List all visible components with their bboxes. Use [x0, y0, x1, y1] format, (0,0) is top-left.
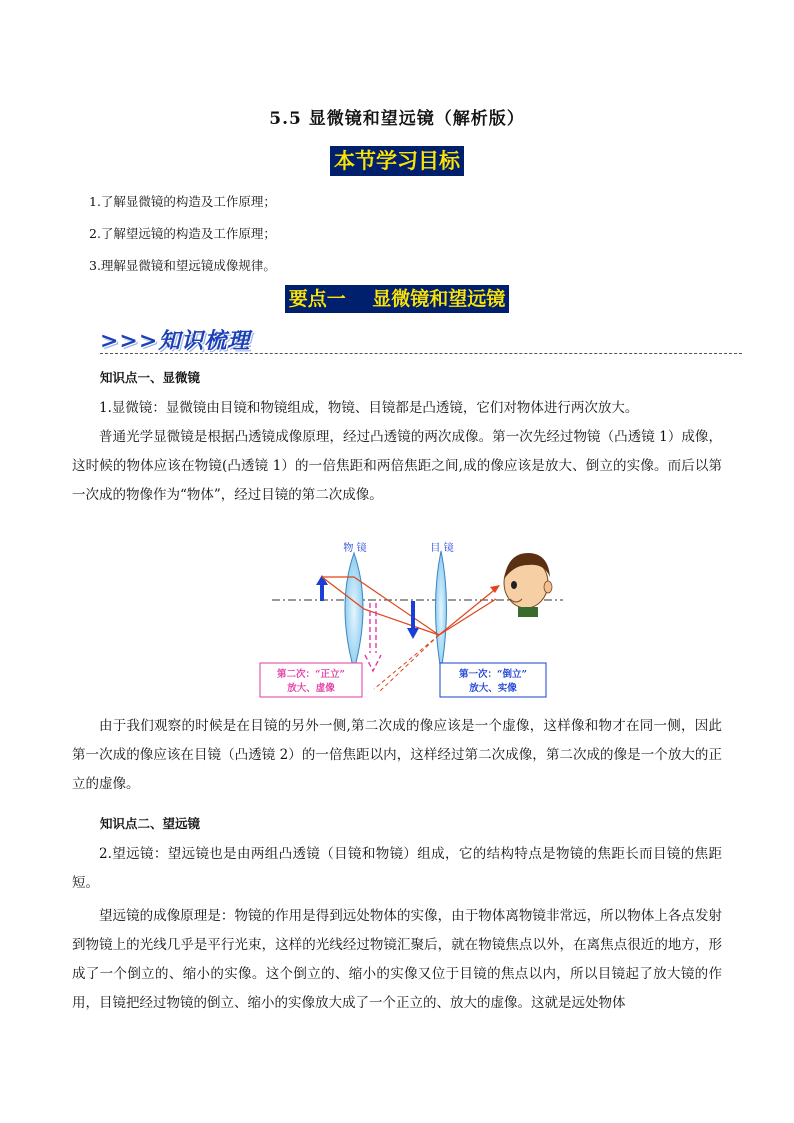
objective-item: 3.理解显微镜和望远镜成像规律。 [89, 258, 276, 273]
section1-paragraph-2: 普通光学显微镜是根据凸透镜成像原理，经过凸透镜的两次成像。第一次先经过物镜（凸透镜 1）成像，这时候的物体应该在物镜(凸透镜 1）的一倍焦距和两倍焦距之间,成的像应该是放大、倒立的实像。而后以第一次成的物像作为“物体”，经过目镜的第二次成像。 [72, 429, 722, 503]
key-point-label: 要点一 显微镜和望远镜 [285, 285, 509, 313]
objective-item: 2.了解望远镜的构造及工作原理； [89, 226, 276, 241]
real-image-arrowhead [407, 628, 419, 639]
learning-goals-banner [0, 146, 794, 176]
objective-lens [345, 553, 363, 670]
virtual-image-arrow [365, 603, 381, 671]
knowledge-summary-header [100, 322, 742, 354]
knowledge-summary-logo: >>>知识梳理 [100, 328, 251, 354]
eyepiece-lens-label: 目 镜 [430, 543, 454, 554]
section1-heading: 知识点一、显微镜 [100, 370, 201, 385]
first-image-label-2: 放大、实像 [469, 683, 517, 694]
page-title: 5.5 显微镜和望远镜（解析版） [269, 109, 525, 129]
second-image-label-2: 放大、虚像 [287, 683, 335, 694]
section2-paragraph-2: 望远镜的成像原理是：物镜的作用是得到远处物体的实像，由于物体离物镜非常远，所以物体上各点发射到物镜上的光线几乎是平行光束，这样的光线经过物镜汇聚后，就在物镜焦点以外，在离焦点很近的地方，形成了一个倒立的、缩小的实像。这个倒立的、缩小的实像又位于目镜的焦点以内，所以目镜起了放大镜的作用，目镜把经过物镜的倒立、缩小的实像放大成了一个正立的、放大的虚像。这就是远处物体 [72, 908, 722, 1011]
section2-paragraph-1: 2.望远镜：望远镜也是由两组凸透镜（目镜和物镜）组成，它的结构特点是物镜的焦距长而目镜的焦距短。 [72, 846, 722, 891]
objectives-list [89, 186, 276, 282]
dashed-divider [100, 353, 742, 354]
objective-item: 1.了解显微镜的构造及工作原理； [89, 194, 276, 209]
section1-paragraph-1: 1.显微镜：显微镜由目镜和物镜组成，物镜、目镜都是凸透镜，它们对物体进行两次放大。 [99, 400, 639, 416]
key-point-banner [0, 285, 794, 313]
section2-heading: 知识点二、望远镜 [100, 816, 201, 831]
first-image-label-1: 第一次：“倒立” [459, 669, 527, 680]
observer-face-icon [504, 553, 552, 617]
second-image-label-1: 第二次：“正立” [277, 669, 345, 680]
learning-goals-label: 本节学习目标 [330, 146, 464, 176]
objective-lens-label: 物 镜 [343, 543, 367, 554]
section1-paragraph-3: 由于我们观察的时候是在目镜的另外一侧,第二次成的像应该是一个虚像，这样像和物才在同一侧，因此第一次成的像应该在目镜（凸透镜 2）的一倍焦距以内，这样经过第二次成像，第二次成的像是一个放大的正立的虚像。 [72, 718, 722, 792]
microscope-diagram [258, 535, 566, 705]
eyepiece-lens [436, 551, 447, 671]
virtual-rays [374, 635, 439, 691]
